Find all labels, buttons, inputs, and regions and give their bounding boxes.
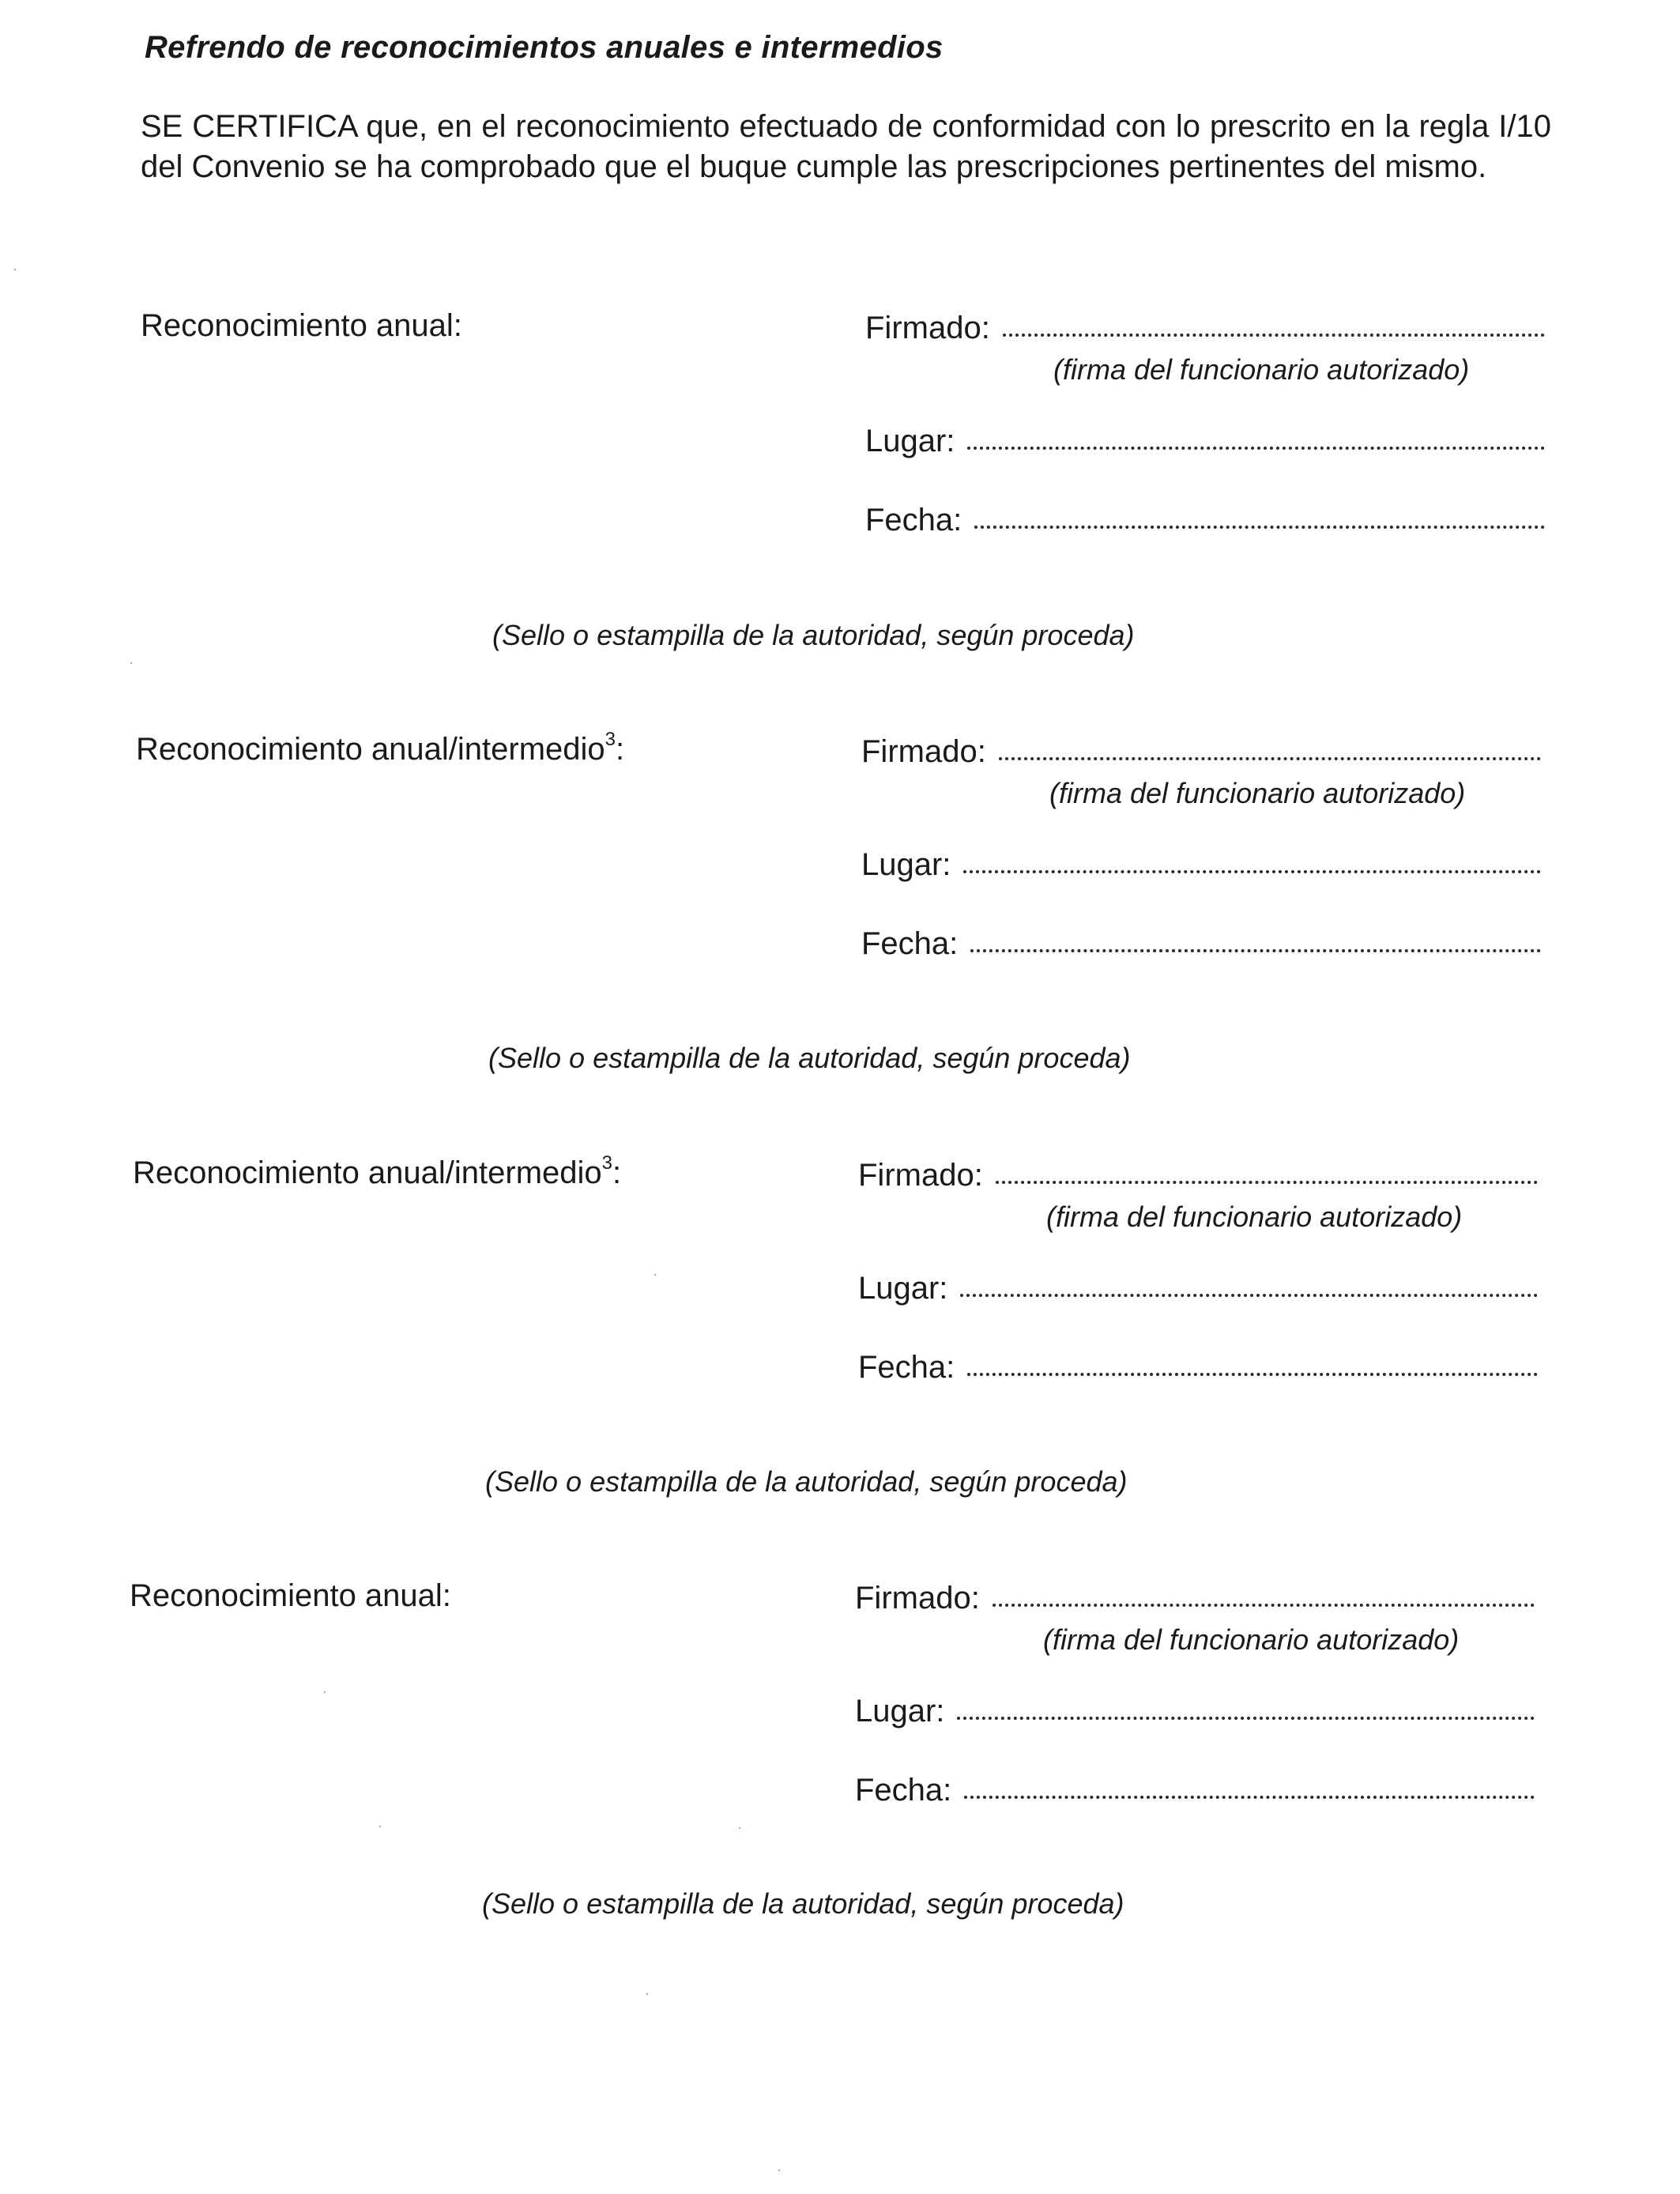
place-line[interactable] [963,870,1541,873]
section-label-text: Reconocimiento anual: [130,1578,451,1613]
place-label: Lugar: [865,424,955,458]
section-label [133,1152,622,1191]
place-line[interactable] [967,447,1545,450]
place-label: Lugar: [858,1271,948,1306]
endorsement-section-2 [0,729,1680,1080]
signature-line[interactable] [996,1181,1538,1184]
scan-speck [646,1993,648,1995]
place-line[interactable] [957,1717,1535,1720]
scan-speck [14,269,16,270]
stamp-note: (Sello o estampilla de la autoridad, según proceda) [488,1042,1131,1074]
signature-note: (firma del funcionario autorizado) [1046,1201,1463,1233]
section-label-colon: : [612,1155,622,1190]
date-label: Fecha: [855,1773,952,1808]
scan-speck [130,662,132,664]
signed-label: Firmado: [858,1158,983,1193]
signature-note: (firma del funcionario autorizado) [1053,353,1470,386]
endorsement-section-1 [0,308,1680,656]
signed-label: Firmado: [855,1581,980,1615]
date-line[interactable] [970,949,1541,952]
signed-field[interactable] [861,734,1541,770]
signed-field[interactable] [855,1581,1535,1616]
stamp-note: (Sello o estampilla de la autoridad, según proceda) [485,1465,1128,1498]
signed-label: Firmado: [865,311,990,345]
signed-field[interactable] [858,1158,1538,1193]
place-label: Lugar: [855,1694,945,1728]
place-field[interactable] [858,1271,1538,1306]
footnote-marker: 3 [601,1152,613,1174]
date-field[interactable] [858,1350,1538,1385]
signed-field[interactable] [865,311,1545,346]
scan-speck [739,1827,740,1829]
section-label-text: Reconocimiento anual/intermedio [136,732,605,767]
date-label: Fecha: [858,1350,955,1385]
place-field[interactable] [865,424,1545,459]
endorsement-section-3 [0,1152,1680,1503]
endorsement-section-4 [0,1578,1680,1926]
section-label [130,1578,451,1614]
date-field[interactable] [861,926,1541,962]
footnote-marker: 3 [605,729,616,750]
date-line[interactable] [964,1796,1535,1799]
stamp-note: (Sello o estampilla de la autoridad, según proceda) [482,1887,1124,1920]
date-field[interactable] [855,1773,1535,1808]
signature-line[interactable] [1003,334,1545,337]
signed-label: Firmado: [861,734,986,769]
signature-note: (firma del funcionario autorizado) [1049,777,1466,809]
place-line[interactable] [960,1294,1538,1297]
scan-speck [778,2169,780,2171]
section-label-text: Reconocimiento anual/intermedio [133,1155,602,1190]
date-field[interactable] [865,503,1545,538]
scan-speck [379,1826,381,1827]
date-line[interactable] [974,526,1545,529]
section-label [141,308,462,344]
signature-line[interactable] [999,757,1541,760]
section-label-text: Reconocimiento anual: [141,308,462,343]
section-label-colon: : [616,732,625,767]
signature-note: (firma del funcionario autorizado) [1043,1623,1460,1656]
scan-speck [654,1274,656,1276]
place-field[interactable] [855,1694,1535,1729]
date-label: Fecha: [865,503,962,537]
date-line[interactable] [967,1373,1538,1376]
place-label: Lugar: [861,847,951,882]
document-title: Refrendo de reconocimientos anuales e intermedios [145,30,944,65]
section-label [136,729,625,767]
scan-speck [324,1691,326,1693]
place-field[interactable] [861,847,1541,883]
stamp-note: (Sello o estampilla de la autoridad, según proceda) [492,619,1135,651]
date-label: Fecha: [861,926,959,961]
certification-paragraph: SE CERTIFICA que, en el reconocimiento efectuado de conformidad con lo prescrito en la regla I/10 del Convenio se ha comprobado que el buque cumple las prescripciones pertinentes del mismo. [141,109,1551,184]
signature-line[interactable] [993,1604,1535,1607]
